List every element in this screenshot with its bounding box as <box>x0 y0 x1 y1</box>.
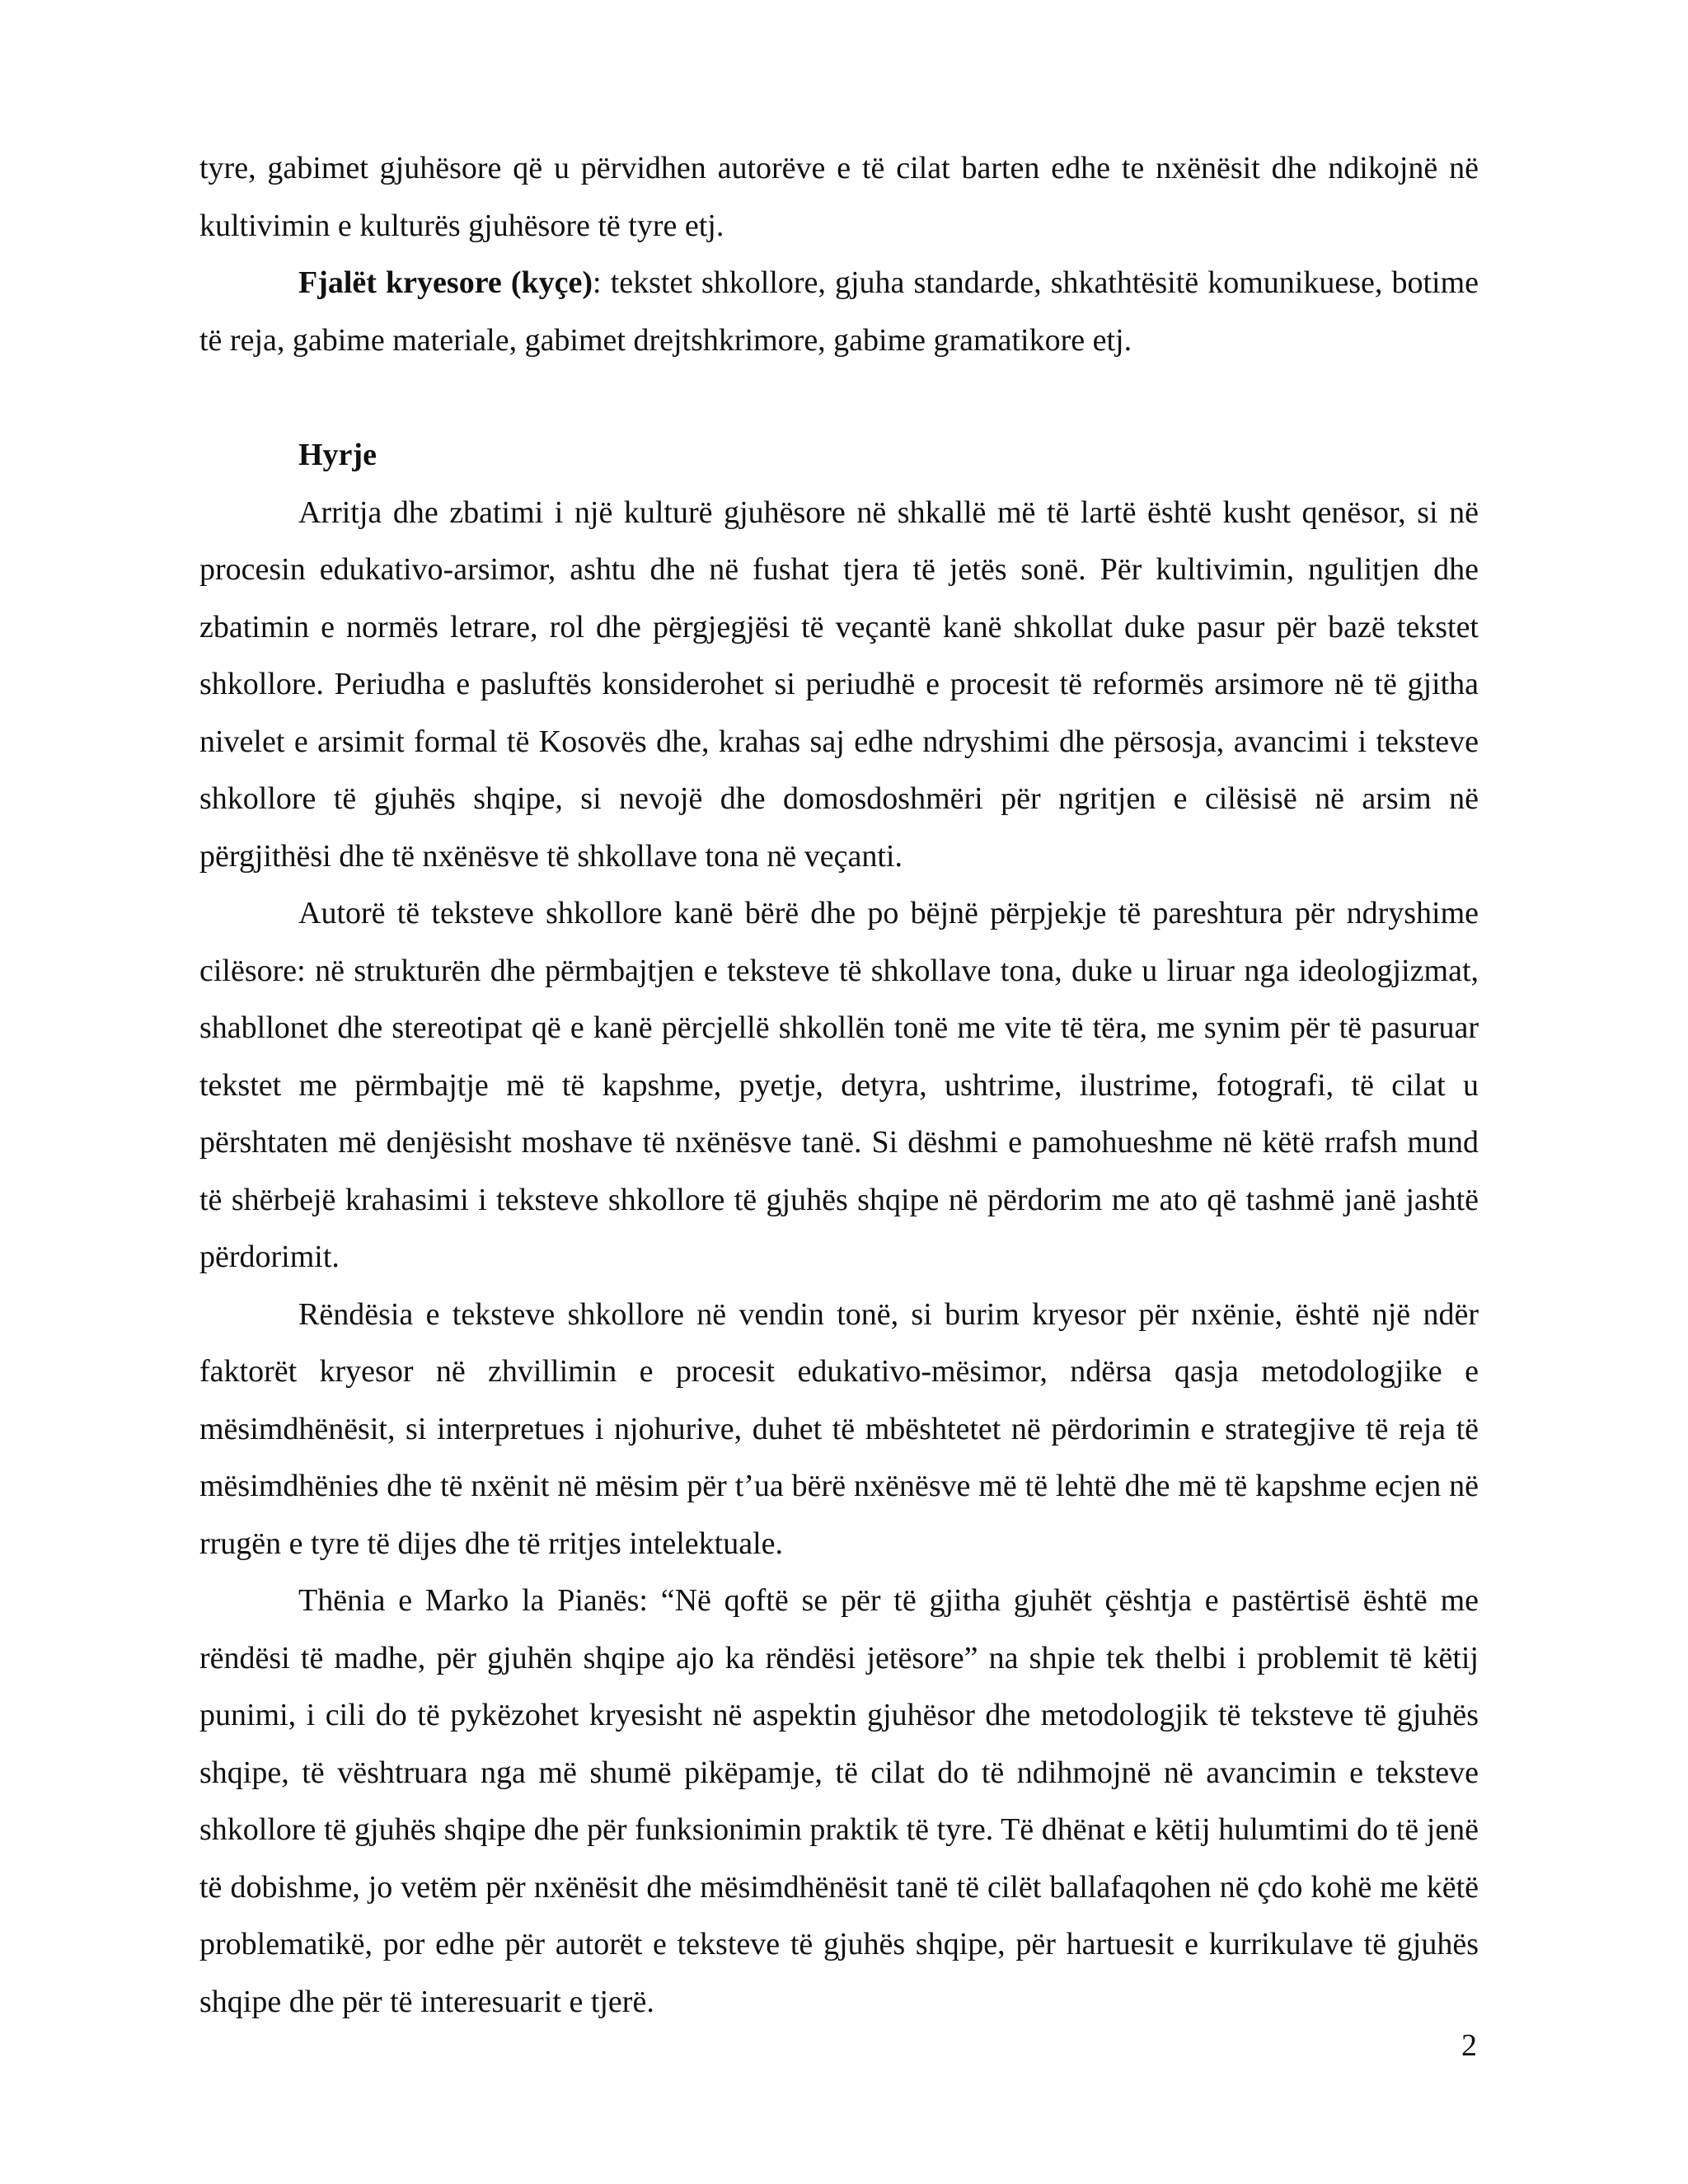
section-spacer <box>199 369 1479 427</box>
page-number: 2 <box>1461 2028 1477 2063</box>
paragraph-1: Arritja dhe zbatimi i një kulturë gjuhësore në shkallë më të lartë është kusht qenësor, si në procesin edukativo-arsimor, ashtu dhe në fushat tjera të jetës sonë. Për kultivimin, ngulitjen dhe zbatimin e normës letrare, rol dhe përgjegjësi të veçantë kanë shkollat duke pasur për bazë tekstet shkollore. Periudha e pasluftës konsiderohet si periudhë e procesit të reformës arsimore në të gjitha nivelet e arsimit formal të Kosovës dhe, krahas saj edhe ndryshimi dhe përsosja, avancimi i teksteve shkollore të gjuhës shqipe, si nevojë dhe domosdoshmëri për ngritjen e cilësisë në arsim në përgjithësi dhe të nxënësve të shkollave tona në veçanti. <box>199 494 1479 874</box>
abstract-continuation: tyre, gabimet gjuhësore që u përvidhen autorëve e të cilat barten edhe te nxënësit dhe ndikojnë në kultivimin e kulturës gjuhësore të tyre etj. <box>199 151 1479 243</box>
section-heading: Hyrje <box>298 438 377 472</box>
keywords-paragraph <box>199 255 1479 369</box>
keywords-label: Fjalët kryesore (kyçe) <box>298 265 593 300</box>
keywords-text: : tekstet shkollore, gjuha standarde, shkathtësitë komunikuese, botime të reja, gabime materiale, gabimet drejtshkrimore, gabime gramatikore etj. <box>199 265 1479 358</box>
body-text <box>199 140 1479 2031</box>
paragraph-2: Autorë të teksteve shkollore kanë bërë dhe po bëjnë përpjekje të pareshtura për ndryshime cilësore: në strukturën dhe përmbajtjen e teksteve të shkollave tona, duke u liruar nga ideologjizmat, shabllonet dhe stereotipat që e kanë përcjellë shkollën tonë me vite të tëra, me synim për të pasuruar tekstet me përmbajtje më të kapshme, pyetje, detyra, ushtrime, ilustrime, fotografi, të cilat u përshtaten më denjësisht moshave të nxënësve tanë. Si dëshmi e pamohueshme në këtë rrafsh mund të shërbejë krahasimi i teksteve shkollore të gjuhës shqipe në përdorim me ato që tashmë janë jashtë përdorimit. <box>199 896 1479 1274</box>
paragraph-3: Rëndësia e teksteve shkollore në vendin tonë, si burim kryesor për nxënie, është një ndër faktorët kryesor në zhvillimin e procesit edukativo-mësimor, ndërsa qasja metodologjike e mësimdhënësit, si interpretues i njohurive, duhet të mbështetet në përdorimin e strategjive të reja të mësimdhënies dhe të nxënit në mësim për t’ua bërë nxënësve më të lehtë dhe më të kapshme ecjen në rrugën e tyre të dijes dhe të rritjes intelektuale. <box>199 1296 1479 1561</box>
paragraph-4: Thënia e Marko la Pianës: “Në qoftë se për të gjitha gjuhët çështja e pastërtisë është me rëndësi të madhe, për gjuhën shqipe ajo ka rëndësi jetësore” na shpie tek thelbi i problemit të këtij punimi, i cili do të pykëzohet kryesisht në aspektin gjuhësor dhe metodologjik të teksteve të gjuhës shqipe, të vështruara nga më shumë pikëpamje, të cilat do të ndihmojnë në avancimin e teksteve shkollore të gjuhës shqipe dhe për funksionimin praktik të tyre. Të dhënat e këtij hulumtimi do të jenë të dobishme, jo vetëm për nxënësit dhe mësimdhënësit tanë të cilët ballafaqohen në çdo kohë me këtë problematikë, por edhe për autorët e teksteve të gjuhës shqipe, për hartuesit e kurrikulave të gjuhës shqipe dhe për të interesuarit e tjerë. <box>199 1583 1479 2019</box>
